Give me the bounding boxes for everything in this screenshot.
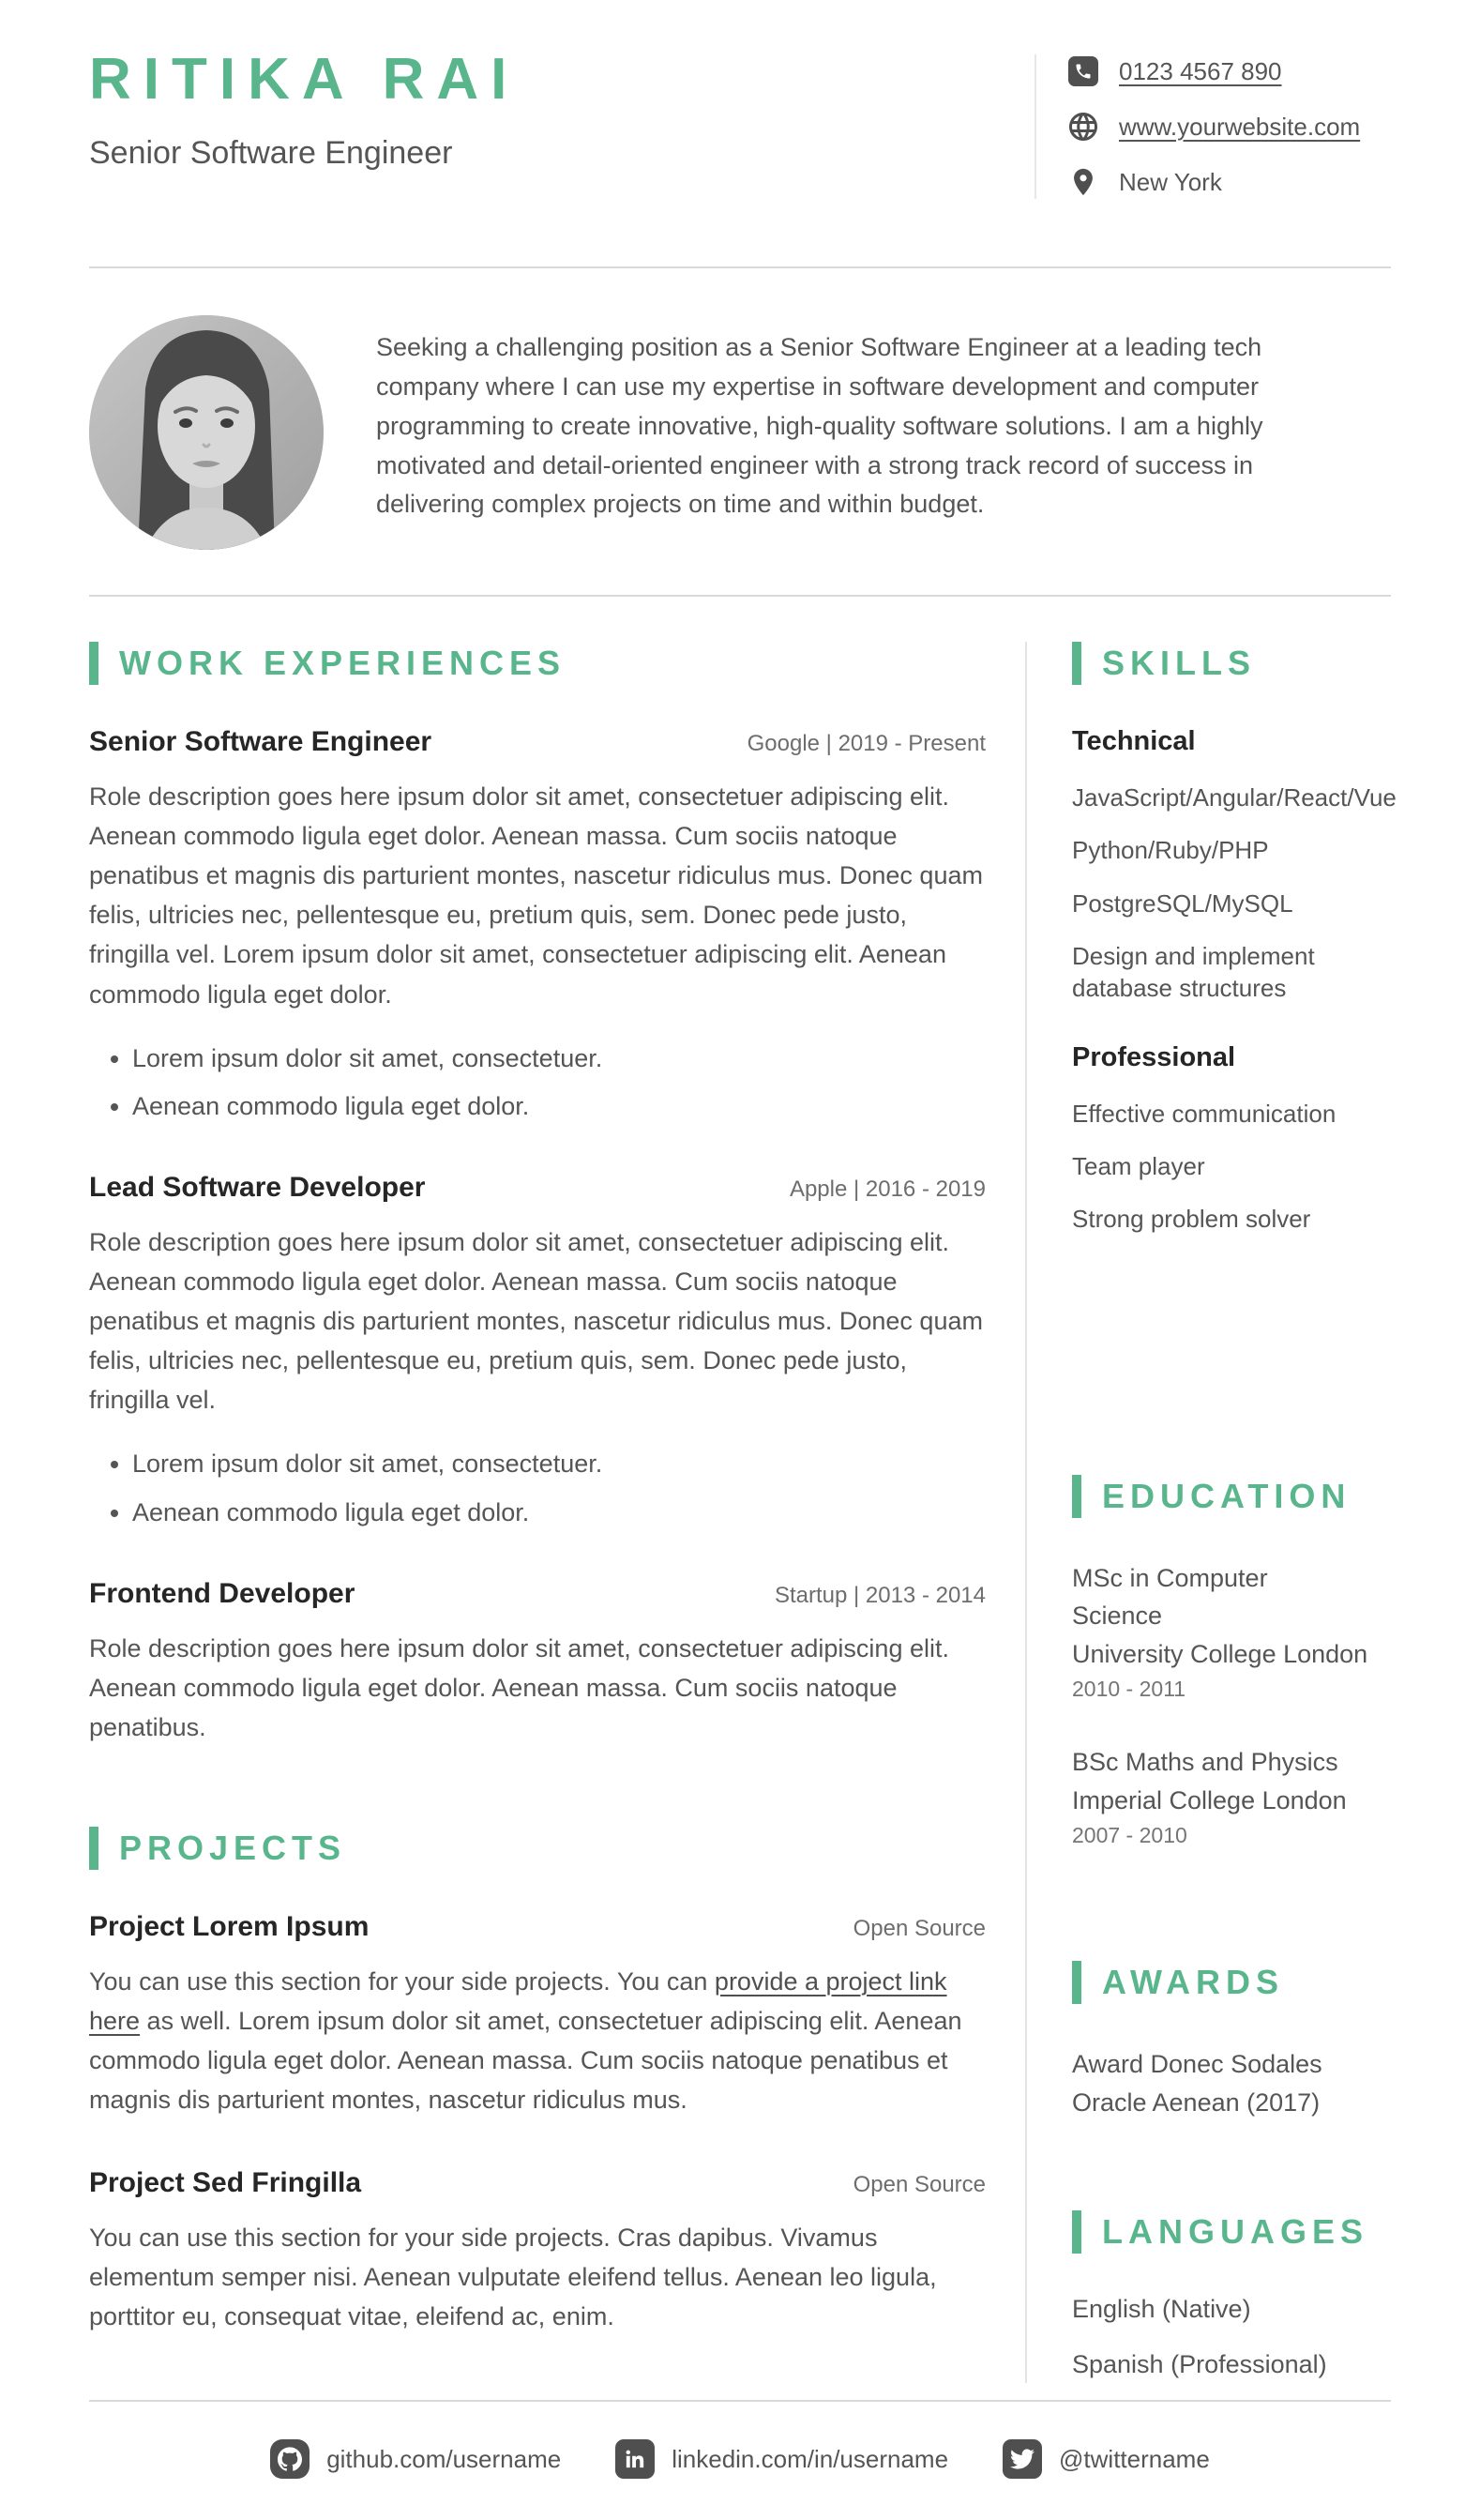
linkedin-icon [615, 2439, 655, 2479]
contact-info [1034, 54, 1391, 199]
work-entry [89, 1172, 986, 1531]
projects-section-title: PROJECTS [119, 1829, 347, 1868]
skills-group-title: Professional [1072, 1041, 1236, 1072]
project-entry-meta: Open Source [853, 1916, 986, 1942]
bullet-item: • Aenean commodo ligula eget dolor. [132, 1088, 986, 1125]
education-dates: 2007 - 2010 [1072, 1823, 1187, 1847]
education-school: University College London [1072, 1639, 1368, 1668]
work-entry-description: Role description goes here ipsum dolor sit amet, consectetuer adipiscing elit. Aenean commodo ligula eget dolor. Aenean massa. Cum sociis natoque penatibus et magnis dis parturient montes, nascetur ridiculus mus. Donec quam felis, ultricies nec, pellentesque eu, pretium quis, sem. Donec pede justo, fringilla vel. Lorem ipsum dolor sit amet, consectetuer adipiscing elit. Aenean commodo ligula eget dolor. [89, 782, 983, 1009]
phone-link[interactable]: 0123 4567 890 [1119, 56, 1282, 85]
education-school: Imperial College London [1072, 1785, 1347, 1814]
skills-section-title: SKILLS [1102, 644, 1257, 682]
person-name: RITIKA RAI [89, 47, 520, 112]
project-link[interactable]: provide a project link here [89, 1967, 947, 2036]
github-icon [270, 2439, 310, 2479]
footer [89, 2400, 1391, 2520]
project-entry-title: Project Sed Fringilla [89, 2166, 362, 2198]
skills-group-professional [1072, 1042, 1396, 1236]
skill-item: Team player [1072, 1151, 1205, 1180]
projects-section-header [89, 1827, 986, 1870]
phone-icon-cell [1066, 54, 1100, 88]
skill-item: PostgreSQL/MySQL [1072, 888, 1293, 918]
education-entry [1072, 1743, 1396, 1848]
awards-section-header [1072, 1961, 1396, 2004]
right-column [1027, 642, 1396, 2383]
education-entry [1072, 1559, 1396, 1703]
bullet-item: • Lorem ipsum dolor sit amet, consectetuer. [132, 1446, 986, 1482]
project-description-text: You can use this section for your side projects. You can [89, 1967, 715, 1996]
award-item: Award Donec Sodales Oracle Aenean (2017) [1072, 2050, 1322, 2117]
section-accent-bar [1072, 1475, 1081, 1518]
skill-item: Python/Ruby/PHP [1072, 836, 1269, 865]
profile-photo [89, 315, 324, 550]
contact-location-row [1066, 165, 1391, 199]
work-section [89, 642, 986, 1747]
skill-item: Effective communication [1072, 1099, 1337, 1128]
summary-section [89, 268, 1391, 595]
contact-phone-row [1066, 54, 1391, 88]
work-entry-header [89, 1172, 986, 1204]
work-entry-meta: Apple | 2016 - 2019 [789, 1176, 986, 1202]
project-entry [89, 1911, 986, 2119]
project-entry-header [89, 2167, 986, 2199]
awards-section-title: AWARDS [1102, 1963, 1285, 2001]
header [89, 0, 1391, 199]
skill-item: Strong problem solver [1072, 1205, 1311, 1234]
languages-section-header [1072, 2210, 1396, 2254]
twitter-link[interactable] [1003, 2439, 1210, 2479]
language-item: Spanish (Professional) [1072, 2350, 1327, 2378]
section-accent-bar [1072, 1961, 1081, 2004]
education-section-header [1072, 1475, 1396, 1518]
work-entry-title: Frontend Developer [89, 1577, 355, 1609]
phone-icon [1068, 56, 1098, 86]
work-entry-bullets [89, 1446, 986, 1530]
bullet-item: • Aenean commodo ligula eget dolor. [132, 1495, 986, 1531]
summary-text: Seeking a challenging position as a Senior Software Engineer at a leading tech company where I can use my expertise in software development and computer programming to create innovative, high-quality software solutions. I am a highly motivated and detail-oriented engineer with a strong track record of success in delivering complex projects on time and within budget. [376, 333, 1263, 519]
website-link[interactable]: www.yourwebsite.com [1119, 112, 1361, 141]
github-link[interactable] [270, 2439, 561, 2479]
skills-group-technical [1072, 726, 1396, 1005]
education-section-title: EDUCATION [1102, 1476, 1352, 1515]
linkedin-handle: linkedin.com/in/username [672, 2444, 949, 2473]
header-identity [89, 47, 520, 199]
work-entry-title: Senior Software Engineer [89, 726, 432, 757]
work-entry [89, 726, 986, 1125]
globe-icon-cell [1066, 110, 1100, 144]
project-entry-title: Project Lorem Ipsum [89, 1911, 370, 1943]
horizontal-divider [89, 595, 1391, 597]
languages-section-title: LANGUAGES [1102, 2212, 1369, 2251]
bullet-item: • Lorem ipsum dolor sit amet, consectetuer. [132, 1040, 986, 1077]
person-job-title: Senior Software Engineer [89, 135, 453, 171]
section-accent-bar [89, 1827, 98, 1870]
work-entry-bullets [89, 1040, 986, 1125]
project-entry-description: You can use this section for your side projects. Cras dapibus. Vivamus elementum semper nisi. Aenean vulputate eleifend tellus. Aenean leo ligula, porttitor eu, consequat vitae, eleifend ac, enim. [89, 2223, 937, 2330]
skill-item: JavaScript/Angular/React/Vue [1072, 783, 1397, 812]
project-description-text: as well. Lorem ipsum dolor sit amet, consectetuer adipiscing elit. Aenean commodo ligula eget dolor. Aenean massa. Cum sociis natoque penatibus et magnis dis parturient montes, nascetur ridiculus mus. [89, 2007, 962, 2115]
project-entry [89, 2167, 986, 2336]
work-entry-meta: Google | 2019 - Present [747, 731, 986, 756]
work-section-title: WORK EXPERIENCES [119, 644, 566, 682]
education-degree: MSc in Computer Science [1072, 1563, 1268, 1630]
twitter-icon [1003, 2439, 1042, 2479]
project-entry-description [89, 1962, 986, 2119]
project-entry-meta: Open Source [853, 2171, 986, 2197]
projects-section [89, 1827, 986, 2336]
work-entry-header [89, 726, 986, 758]
education-section [1072, 1475, 1396, 1849]
contact-website-row [1066, 110, 1391, 144]
main-content [89, 642, 1397, 2383]
github-handle: github.com/username [326, 2444, 562, 2473]
skills-section [1072, 642, 1396, 1236]
skills-group-title: Technical [1072, 726, 1196, 756]
skill-item: Design and implement database structures [1072, 941, 1315, 1003]
social-links [89, 2439, 1391, 2479]
awards-section [1072, 1961, 1396, 2121]
work-entry-meta: Startup | 2013 - 2014 [774, 1582, 986, 1608]
work-section-header [89, 642, 986, 685]
location-icon [1067, 166, 1099, 198]
location-icon-cell [1066, 165, 1100, 199]
education-degree: BSc Maths and Physics [1072, 1748, 1338, 1776]
work-entry-description: Role description goes here ipsum dolor sit amet, consectetuer adipiscing elit. Aenean commodo ligula eget dolor. Aenean massa. Cum sociis natoque penatibus et magnis dis parturient montes, nascetur ridiculus mus. Donec quam felis, ultricies nec, pellentesque eu, pretium quis, sem. Donec pede justo, fringilla vel. [89, 1227, 983, 1415]
section-accent-bar [89, 642, 98, 685]
work-entry-description: Role description goes here ipsum dolor sit amet, consectetuer adipiscing elit. Aenean commodo ligula eget dolor. Aenean massa. Cum sociis natoque penatibus. [89, 1633, 949, 1741]
section-accent-bar [1072, 2210, 1081, 2254]
globe-icon [1066, 110, 1100, 144]
education-dates: 2010 - 2011 [1072, 1677, 1186, 1701]
location-text: New York [1119, 167, 1222, 196]
section-accent-bar [1072, 642, 1081, 685]
work-entry-header [89, 1578, 986, 1610]
skills-section-header [1072, 642, 1396, 685]
language-item: English (Native) [1072, 2295, 1251, 2323]
work-entry [89, 1578, 986, 1747]
linkedin-link[interactable] [615, 2439, 948, 2479]
work-entry-title: Lead Software Developer [89, 1171, 426, 1203]
project-entry-header [89, 1911, 986, 1943]
languages-section [1072, 2210, 1396, 2379]
twitter-handle: @twittername [1059, 2444, 1210, 2473]
left-column [89, 642, 1027, 2383]
